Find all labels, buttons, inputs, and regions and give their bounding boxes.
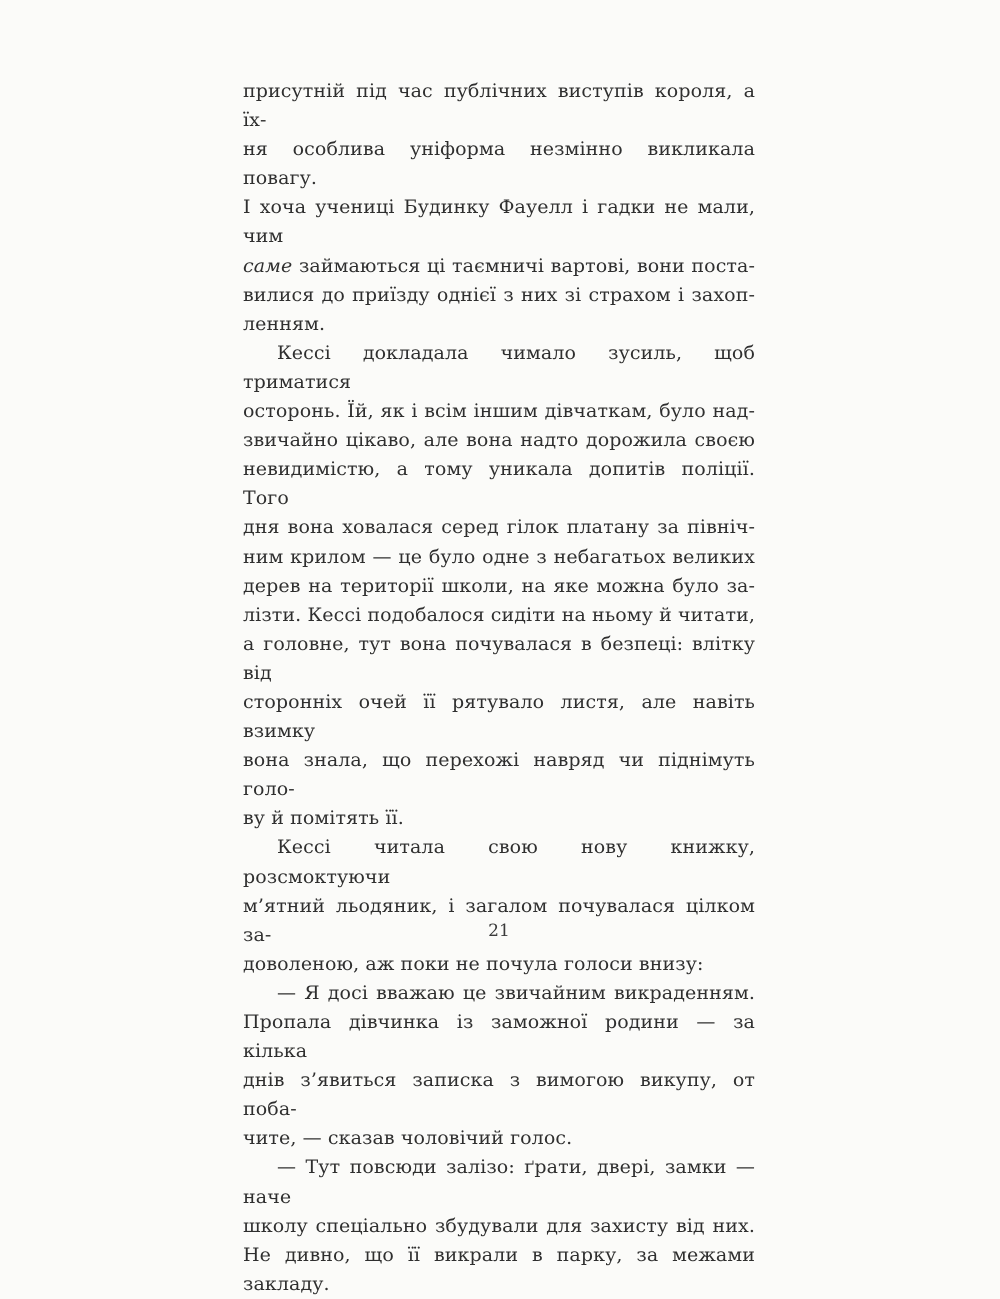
text-line: Пропала дівчинка із заможної родини — за кілька xyxy=(243,1011,755,1063)
text-line: присутній під час публічних виступів короля, а їх- xyxy=(243,80,755,132)
text-line: дня вона ховалася серед гілок платану за північ- xyxy=(243,516,755,539)
paragraph xyxy=(243,339,755,834)
text-line: чите, — сказав чоловічий голос. xyxy=(243,1127,573,1150)
text-line: сторонніх очей її рятувало листя, але навіть взимку xyxy=(243,690,755,743)
text-line: лізти. Кессі подобалося сидіти на ньому й читати, xyxy=(243,603,755,626)
text-line xyxy=(243,252,755,281)
text-line: невидимістю, а тому уникала допитів поліції. Того xyxy=(243,458,755,510)
text-line: Не дивно, що її викрали в парку, за межами закладу. xyxy=(243,1243,755,1295)
text-line: а головне, тут вона почувалася в безпеці: влітку від xyxy=(243,632,755,684)
text-line: І хоча учениці Будинку Фауелл і гадки не мали, чим xyxy=(243,196,755,248)
paragraph xyxy=(243,1153,755,1298)
text-line: осторонь. Їй, як і всім іншим дівчаткам, було над- xyxy=(243,400,755,423)
text-line: Кессі читала свою нову книжку, розсмоктуючи xyxy=(243,836,755,888)
text-line: ву й помітять її. xyxy=(243,807,404,830)
text-line: ленням. xyxy=(243,312,326,335)
text-line: школу спеціально збудували для захисту від них. xyxy=(243,1214,755,1237)
italic-text: саме xyxy=(243,254,293,277)
page-number: 21 xyxy=(488,921,510,941)
paragraph xyxy=(243,979,755,1154)
text-line: вилися до приїзду однієї з них зі страхом і захоп- xyxy=(243,283,755,306)
text-line: ня особлива уніформа незмінно викликала повагу. xyxy=(243,138,755,190)
text-line: звичайно цікаво, але вона надто дорожила своєю xyxy=(243,429,755,452)
text-block xyxy=(243,77,755,1299)
text-line: Кессі докладала чимало зусиль, щоб триматися xyxy=(243,341,755,393)
text-line: днів з’явиться записка з вимогою викупу, от поба- xyxy=(243,1069,755,1121)
text-line: вона знала, що перехожі навряд чи піднімуть голо- xyxy=(243,749,755,801)
regular-text: займаються ці таємничі вартові, вони поста- xyxy=(292,254,755,277)
text-line: дерев на території школи, на яке можна було за- xyxy=(243,574,755,597)
text-line: м’ятний льодяник, і загалом почувалася цілком за- xyxy=(243,894,755,946)
paragraph xyxy=(243,77,755,339)
text-line: доволеною, аж поки не почула голоси внизу: xyxy=(243,952,704,975)
text-line: ним крилом — це було одне з небагатьох великих xyxy=(243,545,755,568)
text-line: — Я досі вважаю це звичайним викраденням. xyxy=(277,981,755,1004)
paragraph xyxy=(243,833,755,978)
text-line: — Тут повсюди залізо: ґрати, двері, замки — наче xyxy=(243,1156,755,1208)
